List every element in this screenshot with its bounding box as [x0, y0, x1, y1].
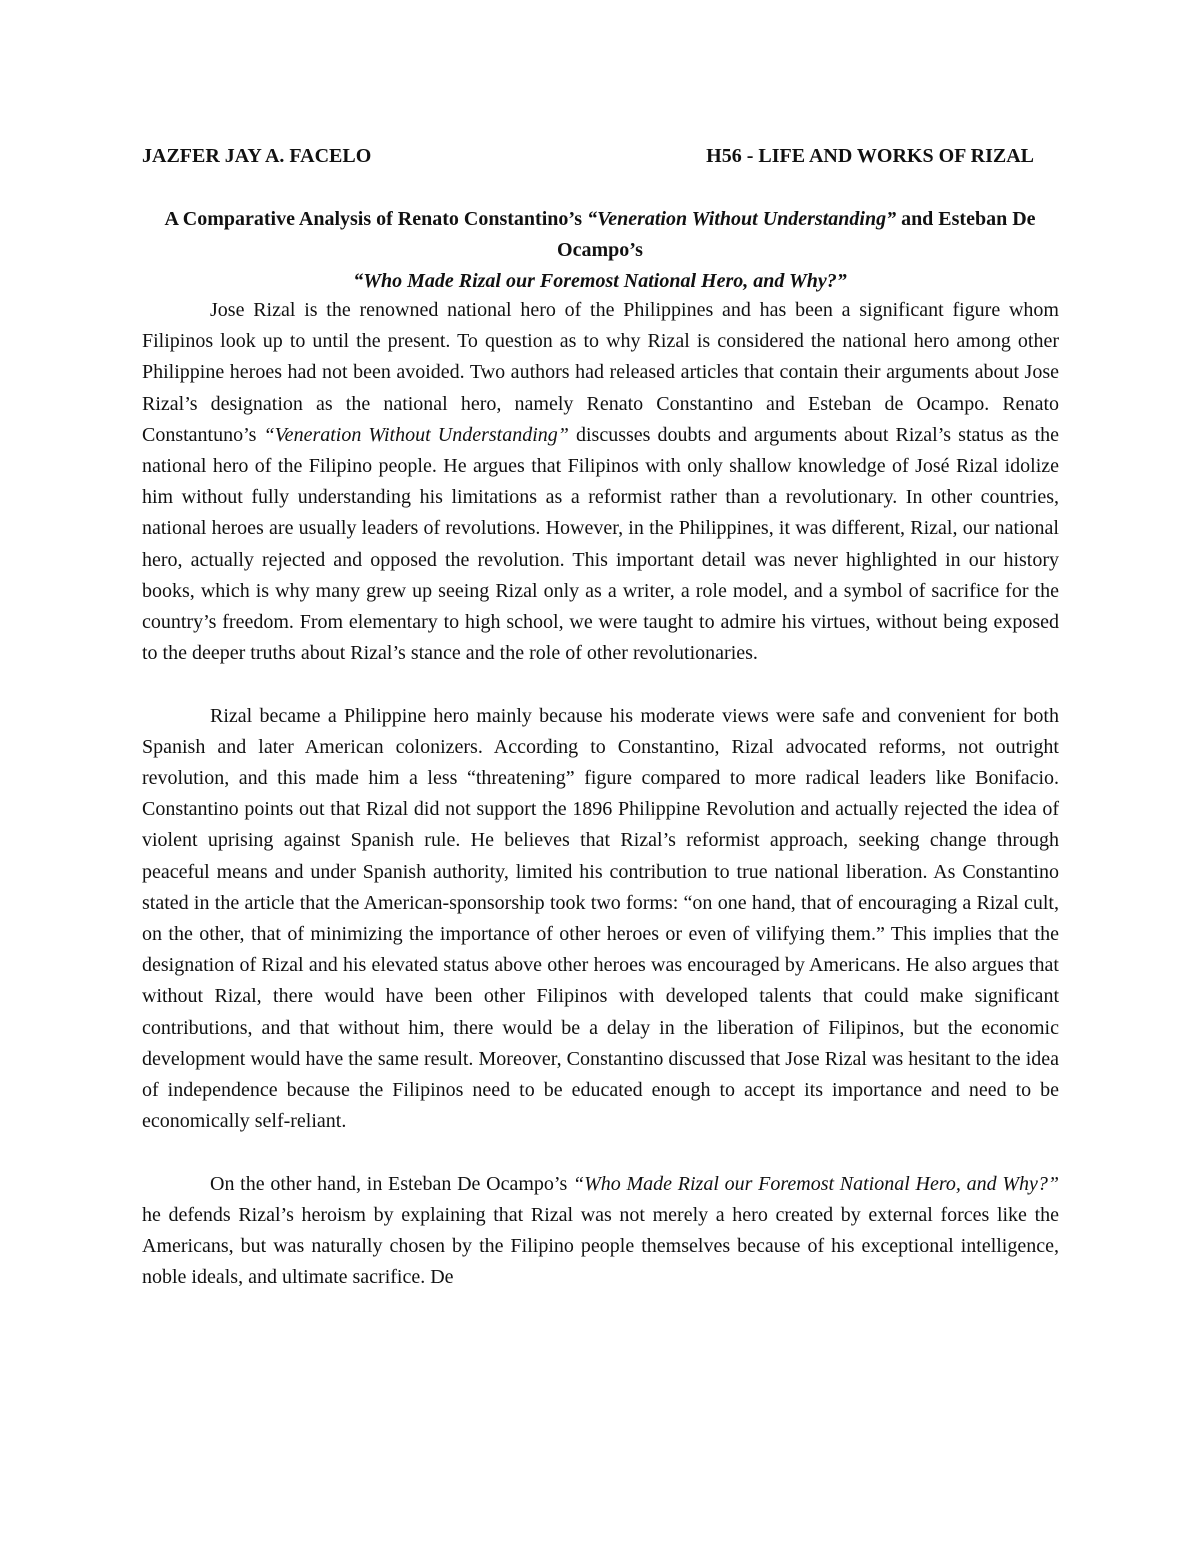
paragraph-1: [142, 295, 1059, 669]
title-work-2: “Who Made Rizal our Foremost National Hero, and Why?”: [353, 270, 847, 292]
title-part-1: A Comparative Analysis of Renato Constantino’s: [164, 208, 588, 230]
paragraph-1-text-a: Jose Rizal is the renowned national hero of the Philippines and has been a significant figure whom Filipinos look up to until the present. To question as to why Rizal is considered the national hero among other Philippine heroes had not been avoided. Two authors had released articles that contain their arguments about Jose Rizal’s designation as the national hero, namely Renato Constantino and Esteban de Ocampo. Renato Constantuno’s: [142, 299, 1059, 446]
paragraph-1-emphasis: “Veneration Without Understanding”: [263, 423, 569, 446]
title-part-2: and Esteban De Ocampo’s: [557, 208, 1036, 261]
paragraph-3-text-a: On the other hand, in Esteban De Ocampo’s: [210, 1172, 573, 1195]
page-header: [142, 145, 1034, 168]
author-name: JAZFER JAY A. FACELO: [142, 145, 372, 167]
course-code: H56 - LIFE AND WORKS OF RIZAL: [706, 145, 1034, 167]
document-body: [142, 295, 1059, 1293]
document-title: [120, 204, 1080, 297]
paragraph-3-text-b: he defends Rizal’s heroism by explaining that Rizal was not merely a hero created by external forces like the Americans, but was naturally chosen by the Filipino people themselves because of his exceptional intelligence, noble ideals, and ultimate sacrifice. De: [142, 1203, 1059, 1289]
paragraph-2: Rizal became a Philippine hero mainly because his moderate views were safe and convenient for both Spanish and later American colonizers. According to Constantino, Rizal advocated reforms, not outright revolution, and this made him a less “threatening” figure compared to more radical leaders like Bonifacio. Constantino points out that Rizal did not support the 1896 Philippine Revolution and actually rejected the idea of violent uprising against Spanish rule. He believes that Rizal’s reformist approach, seeking change through peaceful means and under Spanish authority, limited his contribution to true national liberation. As Constantino stated in the article that the American-sponsorship took two forms: “on one hand, that of encouraging a Rizal cult, on the other, that of minimizing the importance of other heroes or even of vilifying them.” This implies that the designation of Rizal and his elevated status above other heroes was encouraged by Americans. He also argues that without Rizal, there would have been other Filipinos with developed talents that could make significant contributions, and that without him, there would be a delay in the liberation of Filipinos, but the economic development would have the same result. Moreover, Constantino discussed that Jose Rizal was hesitant to the idea of independence because the Filipinos need to be educated enough to accept its importance and need to be economically self-reliant.: [142, 704, 1059, 1133]
paragraph-3-emphasis: “Who Made Rizal our Foremost National Hero, and Why?”: [572, 1172, 1059, 1195]
paragraph-1-text-b: discusses doubts and arguments about Rizal’s status as the national hero of the Filipino people. He argues that Filipinos with only shallow knowledge of José Rizal idolize him without fully understanding his limitations as a reformist rather than a revolutionary. In other countries, national heroes are usually leaders of revolutions. However, in the Philippines, it was different, Rizal, our national hero, actually rejected and opposed the revolution. This important detail was never highlighted in our history books, which is why many grew up seeing Rizal only as a writer, a role model, and a symbol of sacrifice for the country’s freedom. From elementary to high school, we were taught to admire his virtues, without being exposed to the deeper truths about Rizal’s stance and the role of other revolutionaries.: [142, 423, 1060, 665]
paragraph-3: [142, 1169, 1059, 1294]
title-work-1: “Veneration Without Understanding”: [587, 208, 897, 230]
